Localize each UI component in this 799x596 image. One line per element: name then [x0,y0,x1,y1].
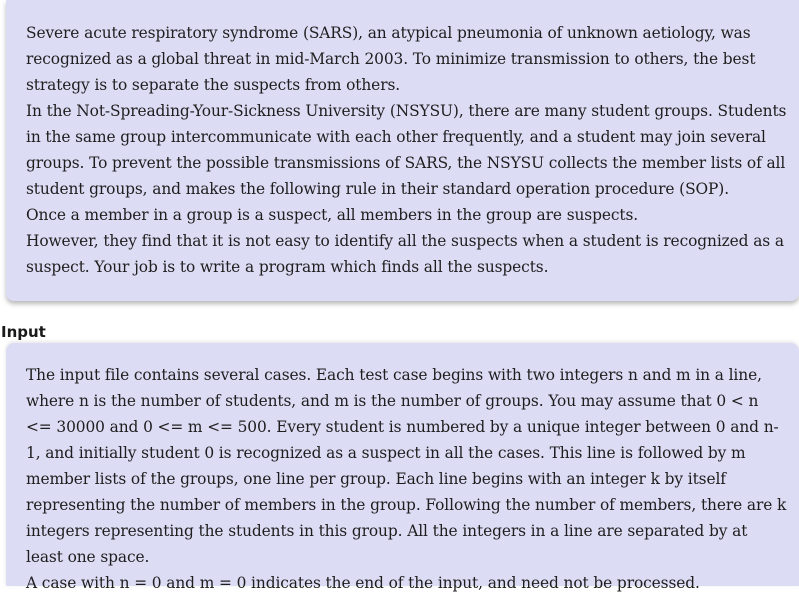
description-paragraph-1: Severe acute respiratory syndrome (SARS), an atypical pneumonia of unknown aetiology, was recognized as a global threat in mid-March 2003. To minimize transmission to others, the best strategy is to separate the suspects from others. [26,24,756,94]
input-paragraph-2: A case with n = 0 and m = 0 indicates the end of the input, and need not be processed. [26,574,700,592]
description-paragraph-3: Once a member in a group is a suspect, all members in the group are suspects. [26,206,639,224]
description-paragraph-4: However, they find that it is not easy to identify all the suspects when a student is recognized as a suspect. Your job is to write a program which finds all the suspects. [26,232,784,276]
problem-description-panel [6,0,799,301]
input-paragraph-1: The input file contains several cases. Each test case begins with two integers n and m in a line, where n is the number of students, and m is the number of groups. You may assume that 0 < n <= 30000 and 0 <= m <= 500. Every student is numbered by a unique integer between 0 and n-1, and initially student 0 is recognized as a suspect in all the cases. This line is followed by m member lists of the groups, one line per group. Each line begins with an integer k by itself representing the number of members in the group. Following the number of members, there are k integers representing the students in this group. All the integers in a line are separated by at least one space. [26,366,787,566]
input-section-heading: Input [1,323,46,341]
description-paragraph-2: In the Not-Spreading-Your-Sickness University (NSYSU), there are many student groups. Students in the same group intercommunicate with each other frequently, and a student may join several groups. To prevent the possible transmissions of SARS, the NSYSU collects the member lists of all student groups, and makes the following rule in their standard operation procedure (SOP). [26,102,787,198]
input-specification-panel [6,343,799,592]
